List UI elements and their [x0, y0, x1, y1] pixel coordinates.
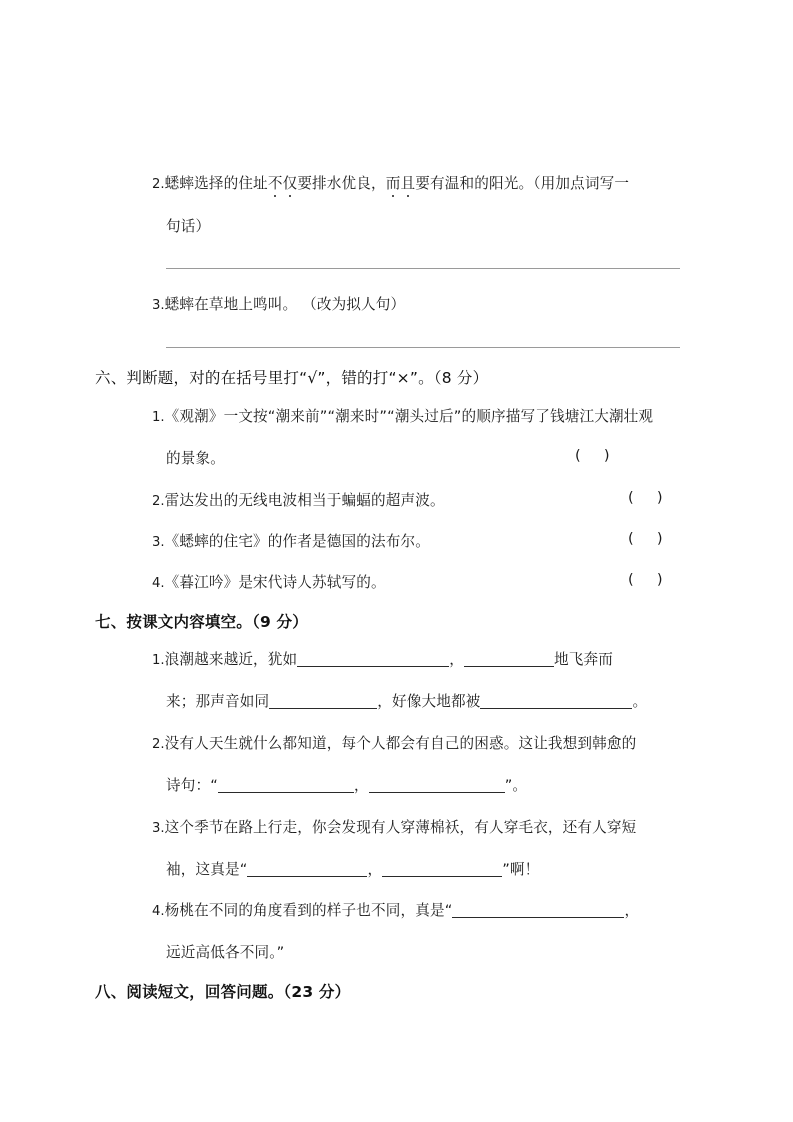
section-heading-eight: 八、阅读短文，回答问题。（23 分） — [95, 983, 351, 1001]
answer-bracket-4[interactable]: ( ) — [628, 571, 663, 588]
section-six-item-4 — [152, 571, 386, 592]
question-text-part: 袖，这真是“ — [166, 861, 248, 878]
question-text-part: 来；那声音如同 — [166, 693, 270, 710]
section-six-item-1-line2: 的景象。 — [166, 450, 225, 467]
question-text: 没有人天生就什么都知道，每个人都会有自己的困惑。这让我想到韩愈的 — [164, 735, 637, 752]
question-text-part: 浪潮越来越近，犹如 — [164, 651, 298, 668]
emphasis-char: 且 — [400, 175, 416, 192]
fill-blank[interactable] — [269, 695, 377, 709]
question-text: 《暮江吟》是宋代诗人苏轼写的。 — [164, 574, 386, 591]
question-text: 蟋蟀在草地上鸣叫。 （改为拟人句） — [164, 296, 406, 313]
question-text-part: ”。 — [504, 777, 528, 794]
section-heading-seven: 七、按课文内容填空。（9 分） — [95, 613, 308, 631]
question-number: 3. — [152, 535, 165, 550]
question-text-part: 要有温和的阳光。（用加点词写一 — [415, 175, 630, 192]
section-seven-item-4-line2: 远近高低各不同。” — [166, 944, 285, 961]
question-text: 《观潮》一文按“潮来前”“潮来时”“潮头过后”的顺序描写了钱塘江大潮壮观 — [164, 408, 654, 425]
answer-bracket-1[interactable]: ( ) — [575, 447, 610, 464]
fill-blank[interactable] — [369, 779, 505, 793]
question-text: 雷达发出的无线电波相当于蝙蝠的超声波。 — [164, 492, 445, 509]
section-six-item-2 — [152, 489, 445, 510]
answer-rule[interactable] — [166, 268, 680, 269]
question-number: 4. — [152, 904, 165, 919]
question-number: 4. — [152, 576, 165, 591]
section-seven-item-3-line2 — [166, 858, 539, 879]
emphasis-char: 不 — [267, 175, 283, 192]
fill-blank[interactable] — [464, 653, 554, 667]
section-seven-item-3-line1 — [152, 816, 636, 837]
answer-bracket-2[interactable]: ( ) — [628, 489, 663, 506]
section-six-item-1-line1 — [152, 405, 653, 426]
question-text-part: 要排水优良， — [297, 175, 386, 192]
question-text-part: ， — [624, 902, 640, 919]
question-text-part: 杨桃在不同的角度看到的样子也不同，真是“ — [164, 902, 453, 919]
fill-blank[interactable] — [382, 863, 502, 877]
question-text-part: ，好像大地都被 — [377, 693, 481, 710]
fill-blank[interactable] — [297, 653, 449, 667]
fill-blank[interactable] — [247, 863, 367, 877]
question-text-part: 诗句：“ — [166, 777, 218, 794]
section-seven-item-2-line2 — [166, 774, 527, 795]
question-text-part: 。 — [632, 693, 648, 710]
question-number: 1. — [152, 653, 165, 668]
question-text-part: ， — [449, 651, 465, 668]
question-number: 2. — [152, 737, 165, 752]
question-text-part: ， — [353, 777, 369, 794]
question-item-5-2-line2: 句话） — [166, 218, 211, 235]
question-item-5-3 — [152, 293, 405, 314]
fill-blank[interactable] — [218, 779, 354, 793]
question-text-part: 地飞奔而 — [554, 651, 614, 668]
question-number: 2. — [152, 177, 165, 192]
emphasis-word-1 — [268, 175, 298, 192]
question-number: 1. — [152, 410, 165, 425]
section-six-item-3 — [152, 530, 430, 551]
fill-blank[interactable] — [480, 695, 632, 709]
emphasis-word-2 — [386, 175, 416, 192]
question-text: 《蟋蟀的住宅》的作者是德国的法布尔。 — [164, 533, 430, 550]
section-seven-item-1-line2 — [166, 690, 647, 711]
question-number: 3. — [152, 821, 165, 836]
question-text-part: ， — [367, 861, 383, 878]
question-text: 这个季节在路上行走，你会发现有人穿薄棉袄，有人穿毛衣，还有人穿短 — [164, 819, 637, 836]
question-item-5-2 — [152, 172, 629, 193]
emphasis-char: 仅 — [282, 175, 298, 192]
section-heading-six: 六、判断题，对的在括号里打“√”，错的打“×”。（8 分） — [95, 369, 489, 387]
section-seven-item-1-line1 — [152, 648, 613, 669]
answer-rule[interactable] — [166, 347, 680, 348]
question-number: 3. — [152, 298, 165, 313]
question-text-part: ”啊！ — [502, 861, 540, 878]
question-number: 2. — [152, 494, 165, 509]
emphasis-char: 而 — [385, 175, 401, 192]
answer-bracket-3[interactable]: ( ) — [628, 530, 663, 547]
section-seven-item-4-line1 — [152, 899, 639, 920]
fill-blank[interactable] — [452, 904, 624, 918]
section-seven-item-2-line1 — [152, 732, 636, 753]
question-text-part: 蟋蟀选择的住址 — [164, 175, 268, 192]
